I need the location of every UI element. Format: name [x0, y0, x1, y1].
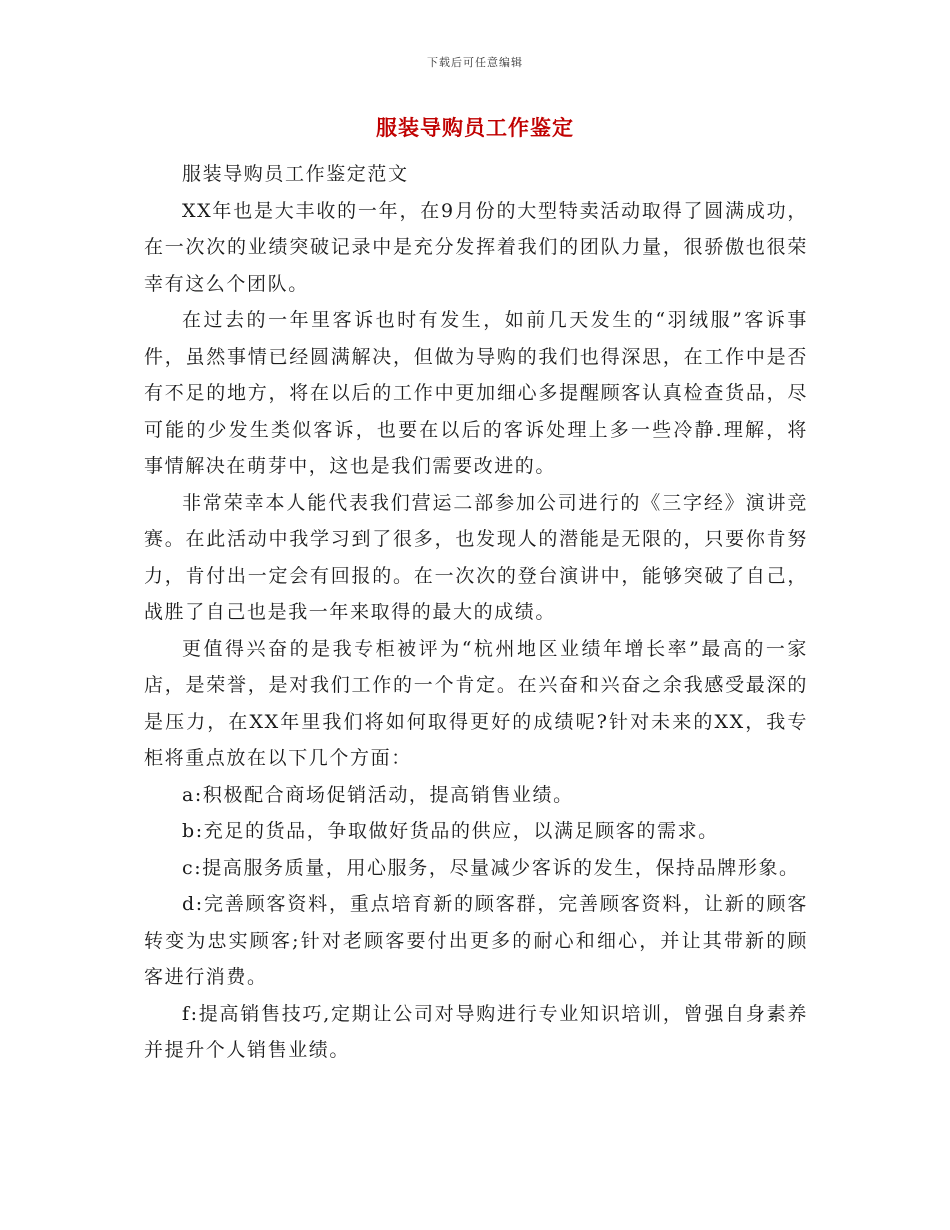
list-item-c: c:提高服务质量，用心服务，尽量减少客诉的发生，保持品牌形象。	[182, 856, 800, 879]
document-title: 服装导购员工作鉴定	[376, 115, 574, 140]
paragraph: XX年也是大丰收的一年，在9月份的大型特卖活动取得了圆满成功，在一次次的业绩突破记录中是充分发挥着我们的团队力量，很骄傲也很荣幸有这么个团队。	[144, 199, 808, 295]
document-body	[144, 156, 808, 1069]
paragraph: 非常荣幸本人能代表我们营运二部参加公司进行的《三字经》演讲竞赛。在此活动中我学习到了很多，也发现人的潜能是无限的，只要你肯努力，肯付出一定会有回报的。在一次次的登台演讲中，能够突破了自己，战胜了自己也是我一年来取得的最大的成绩。	[144, 491, 808, 623]
list-item-b: b:充足的货品，争取做好货品的供应，以满足顾客的需求。	[182, 820, 719, 842]
paragraph: 在过去的一年里客诉也时有发生，如前几天发生的“羽绒服”客诉事件，虽然事情已经圆满解决，但做为导购的我们也得深思，在工作中是否有不足的地方，将在以后的工作中更加细心多提醒顾客认真检查货品，尽可能的少发生类似客诉，也要在以后的客诉处理上多一些冷静.理解，将事情解决在萌芽中，这也是我们需要改进的。	[144, 309, 808, 477]
paragraph-subtitle: 服装导购员工作鉴定范文	[182, 163, 409, 185]
list-item-a: a:积极配合商场促销活动，提高销售业绩。	[182, 783, 574, 806]
list-item-f: f:提高销售技巧,定期让公司对导购进行专业知识培训，曾强自身素养并提升个人销售业绩。	[144, 1002, 808, 1061]
page-header-note: 下载后可任意编辑	[427, 56, 523, 69]
paragraph: 更值得兴奋的是我专柜被评为“杭州地区业绩年增长率”最高的一家店，是荣誉，是对我们工作的一个肯定。在兴奋和兴奋之余我感受最深的是压力，在XX年里我们将如何取得更好的成绩呢?针对未来的XX，我专柜将重点放在以下几个方面：	[144, 637, 808, 769]
list-item-d: d:完善顾客资料，重点培育新的顾客群，完善顾客资料，让新的顾客转变为忠实顾客;针对老顾客要付出更多的耐心和细心，并让其带新的顾客进行消费。	[144, 893, 808, 988]
